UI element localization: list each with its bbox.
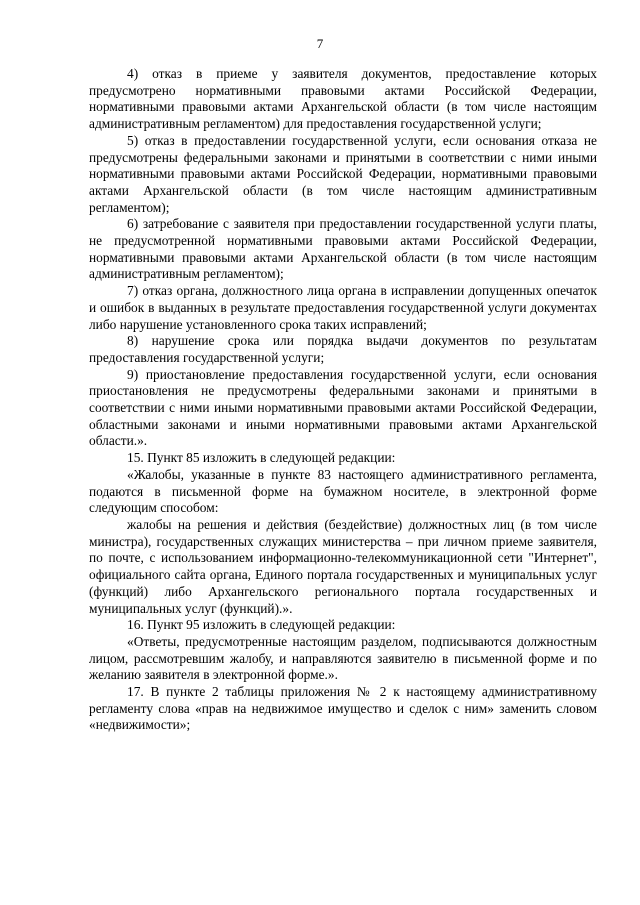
- paragraph-complaints: жалобы на решения и действия (бездействие) должностных лиц (в том числе министра), государственных служащих министерства – при личном приеме заявителя, по почте, с использованием информационно-телекоммуникационной сети "Интернет", официального сайта органа, Единого портала государственных и муниципальных услуг (функций) либо Архангельского регионального портала государственных и муниципальных услуг (функций).».: [89, 516, 597, 616]
- paragraph-item-9: 9) приостановление предоставления государственной услуги, если основания приостановления не предусмотрены федеральными законами и принятыми в соответствии с ними иными нормативными правовыми актами Российской Федерации, областными законами и иными нормативными правовыми актами Архангельской области.».: [89, 366, 597, 449]
- paragraph-point-15: 15. Пункт 85 изложить в следующей редакции:: [127, 450, 396, 466]
- paragraph-point-17: 17. В пункте 2 таблицы приложения № 2 к настоящему административному регламенту слова «прав на недвижимое имущество и сделок с ним» заменить словом «недвижимости»;: [89, 684, 597, 733]
- document-body: [89, 66, 597, 734]
- paragraph-point-16: 16. Пункт 95 изложить в следующей редакции:: [127, 617, 396, 633]
- paragraph-item-6: 6) затребование с заявителя при предоставлении государственной услуги платы, не предусмотренной нормативными правовыми актами Российской Федерации, нормативными правовыми актами Архангельской области (в том числе настоящим административным регламентом);: [89, 216, 597, 282]
- paragraph-item-5: 5) отказ в предоставлении государственной услуги, если основания отказа не предусмотрены федеральными законами и принятыми в соответствии с ними иными нормативными правовыми актами Российской Федерации, нормативными правовыми актами Архангельской области (в том числе настоящим административным регламентом);: [89, 132, 597, 215]
- paragraph-point-85-text: «Жалобы, указанные в пункте 83 настоящего административного регламента, подаются в письменной форме на бумажном носителе, в электронной форме следующим способом:: [89, 466, 597, 516]
- page-number: 7: [316, 36, 324, 51]
- paragraph-item-4: 4) отказ в приеме у заявителя документов, предоставление которых предусмотрено нормативными правовыми актами Российской Федерации, нормативными правовыми актами Архангельской области (в том числе настоящим административным регламентом) для предоставления государственной услуги;: [89, 66, 597, 132]
- paragraph-item-8: 8) нарушение срока или порядка выдачи документов по результатам предоставления государственной услуги;: [89, 333, 597, 365]
- paragraph-item-7: 7) отказ органа, должностного лица органа в исправлении допущенных опечаток и ошибок в выданных в результате предоставления государственной услуги документах либо нарушение установленного срока таких исправлений;: [89, 283, 597, 332]
- paragraph-point-95-text: «Ответы, предусмотренные настоящим разделом, подписываются должностным лицом, рассмотревшим жалобу, и направляются заявителю в письменной форме и по желанию заявителя в электронной форме.».: [89, 633, 597, 683]
